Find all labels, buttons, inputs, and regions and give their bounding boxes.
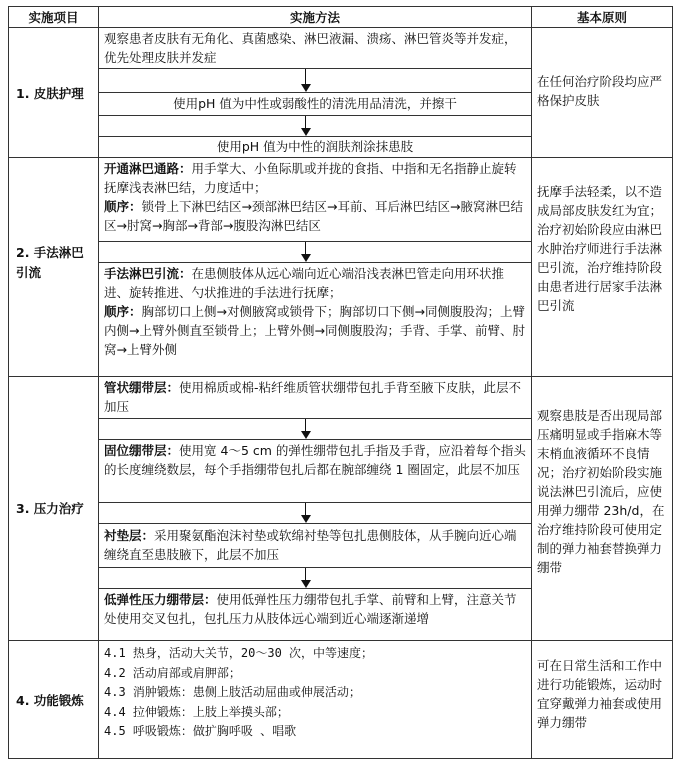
bandage-fixation-block [104,441,528,479]
section-title-skin-care: 1. 皮肤护理 [16,85,84,101]
section-title-exercise: 4. 功能锻炼 [16,692,84,708]
list-item: 4.1 热身，活动大关节，20～30 次，中等速度； [104,646,374,660]
bandage-fixation-keyword: 固位绷带层： [104,443,180,458]
bandage-divider-1 [99,418,531,440]
header-col-project: 实施项目 [28,10,79,25]
lymph-principle: 抚摩手法轻柔，以不造成局部皮肤发红为宜；治疗初始阶段应由淋巴水肿治疗师进行手法淋巴引流，治疗维持阶段由患者进行居家手法淋巴引流 [537,184,663,313]
lymph-divider [99,241,531,263]
list-item: 4.4 拉伸锻炼：上肢上举摸头部； [104,704,289,719]
header-col-principle: 基本原则 [576,10,627,25]
compression-principle: 观察患肢是否出现局部压痛明显或手指麻木等末梢血液循环不良情况；治疗初始阶段实施说法淋巴引流后，应使用弹力绷带 23h/d，在治疗维持阶段可使用定制的弹力袖套替换弹力绷带 [537,408,665,575]
arrow-down-icon [301,419,311,439]
list-item: 4.2 活动肩部或肩胛部； [104,665,241,680]
bandage-divider-2 [99,502,531,524]
bandage-fixation-text: 使用宽 4～5 cm 的弹性绷带包扎手指及手背，应沿着每个指头的长度缠绕数层，每个手指绷带包扎后都在腕部缠绕 1 圈固定，此层不加压 [104,443,526,477]
section-title-lymph-drainage: 2. 手法淋巴引流 [16,245,84,280]
lymph-drain-keyword: 手法淋巴引流： [104,266,192,281]
list-item: 4.5 呼吸锻炼：做扩胸呼吸 、唱歌 [104,724,297,738]
bandage-low-elastic-text: 使用低弹性压力绷带包扎手掌、前臂和上臂，注意关节处使用交叉包扎，包扎压力从肢体远心端到近心端逐渐递增 [104,592,517,626]
bandage-tubular-block [104,378,528,416]
skin-step-3: 使用pH 值为中性的润肤剂涂抹患肢 [216,139,414,154]
arrow-down-icon [301,116,311,136]
lymph-drain-order-text: 胸部切口上侧→对侧腋窝或锁骨下；胸部切口下侧→同侧腹股沟；上臂内侧→上臂外侧直至锁骨上；上臂外侧→同侧腹股沟；手背、手掌、前臂、肘窝→上臂外侧 [104,304,525,357]
skin-step-divider-2 [99,115,531,137]
lymph-open-order-keyword: 顺序： [104,199,142,214]
bandage-divider-3 [99,567,531,589]
bandage-padding-keyword: 衬垫层： [104,528,155,543]
lymph-drain-block [104,264,528,359]
bandage-tubular-text: 使用棉质或棉-粘纤维质管状绷带包扎手背至腋下皮肤，此层不加压 [104,380,522,414]
skin-step-2: 使用pH 值为中性或弱酸性的清洗用品清洗，并擦干 [173,96,457,111]
skin-principle: 在任何治疗阶段均应严格保护皮肤 [537,74,663,108]
bandage-low-elastic-keyword: 低弹性压力绷带层： [104,592,217,607]
arrow-down-icon [301,503,311,523]
lymph-open-text: 用手掌大、小鱼际肌或并拢的食指、中指和无名指静止旋转抚摩浅表淋巴结，力度适中； [104,161,517,195]
skin-step-divider-1 [99,68,531,93]
list-item: 4.3 消肿锻炼：患侧上肢活动屈曲或伸展活动； [104,685,361,699]
arrow-down-icon [301,242,311,262]
lymph-open-order-text: 锁骨上下淋巴结区→颈部淋巴结区→耳前、耳后淋巴结区→腋窝淋巴结区→肘窝→胸部→背部→腹股沟淋巴结区 [104,199,523,233]
lymph-open-block [104,159,528,235]
arrow-down-icon [301,69,311,92]
lymph-drain-text: 在患侧肢体从远心端向近心端沿浅表淋巴管走向用环状推进、旋转推进、勺状推进的手法进行抚摩； [104,266,505,300]
exercise-list [104,644,528,742]
bandage-low-elastic-block [104,590,528,628]
header-col-method: 实施方法 [289,10,340,25]
bandage-tubular-keyword: 管状绷带层： [104,380,180,395]
bandage-padding-text: 采用聚氨酯泡沫衬垫或软绵衬垫等包扎患侧肢体，从手腕向近心端缠绕直至患肢腋下，此层不加压 [104,528,517,562]
lymph-drain-order-keyword: 顺序： [104,304,142,319]
arrow-down-icon [301,568,311,588]
section-title-compression: 3. 压力治疗 [16,501,84,516]
exercise-principle: 可在日常生活和工作中进行功能锻炼，运动时宜穿戴弹力袖套或使用弹力绷带 [537,658,663,730]
bandage-padding-block [104,526,528,564]
lymph-open-keyword: 开通淋巴通路： [104,161,192,176]
skin-step-1: 观察患者皮肤有无角化、真菌感染、淋巴液漏、溃疡、淋巴管炎等并发症，优先处理皮肤并发症 [104,31,517,65]
